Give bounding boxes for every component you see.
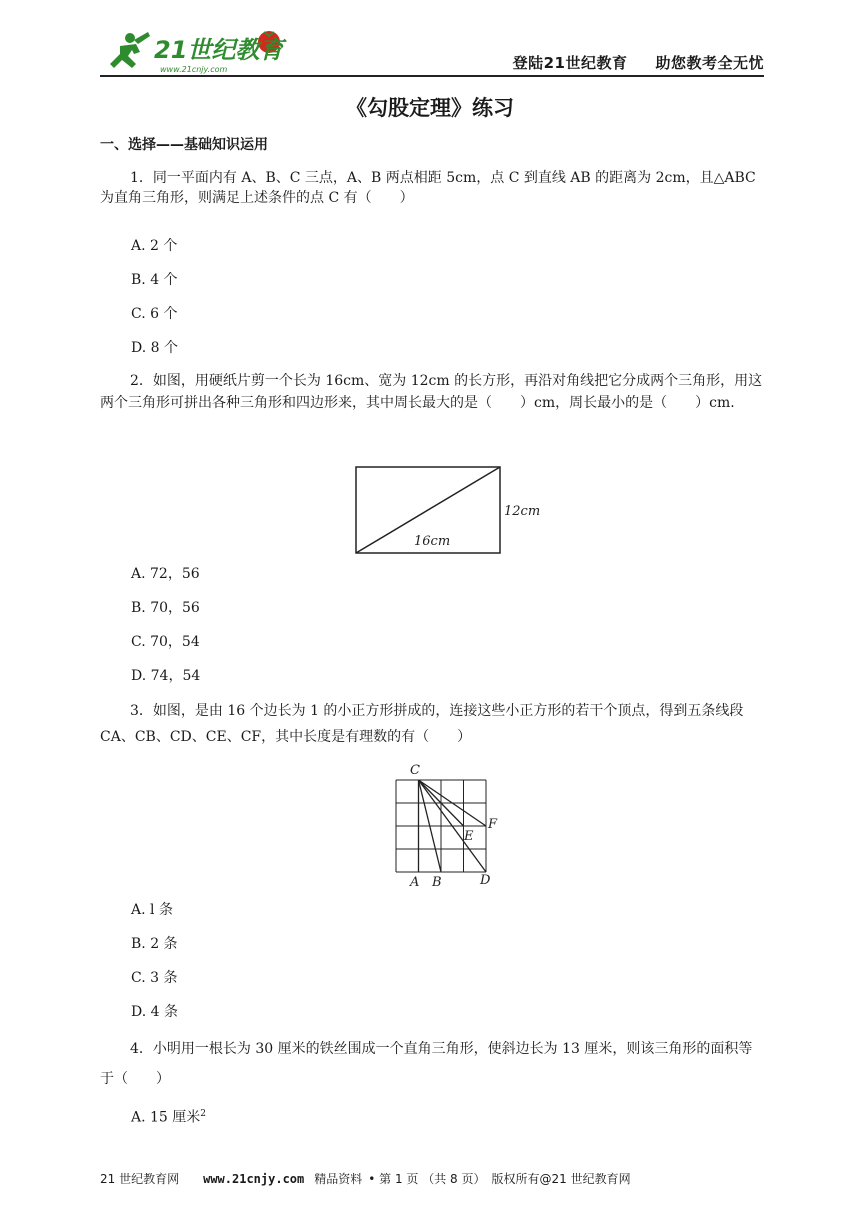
- label-b: B: [432, 875, 442, 890]
- grid-figure: [360, 760, 510, 890]
- footer-url[interactable]: www.21cnjy.com: [203, 1172, 305, 1186]
- q2-option-d: D. 74，54: [131, 668, 201, 684]
- slogan-right: 助您教考全无忧: [655, 54, 764, 72]
- q1-option-d: D. 8 个: [131, 340, 178, 356]
- q2-option-a: A. 72，56: [131, 566, 200, 582]
- page-header: [100, 28, 764, 78]
- width-label: 16cm: [414, 534, 451, 549]
- label-c: C: [410, 763, 420, 778]
- label-e: E: [464, 829, 474, 844]
- q1-option-c: C. 6 个: [131, 306, 178, 322]
- question-1-stem: 1．同一平面内有 A、B、C 三点，A、B 两点相距 5cm，点 C 到直线 AB 的距离为 2cm，且△ABC 为直角三角形，则满足上述条件的点 C 有（ ）: [100, 170, 756, 206]
- label-a: A: [410, 875, 420, 890]
- footer-site: 21 世纪教育网: [100, 1172, 180, 1186]
- q1-option-a: A. 2 个: [131, 238, 178, 254]
- q1-option-b: B. 4 个: [131, 272, 178, 288]
- section-heading: 一、选择——基础知识运用: [100, 137, 268, 153]
- rectangle-figure: [352, 463, 552, 557]
- height-label: 12cm: [504, 504, 541, 519]
- q4-option-a-sup: 2: [200, 1109, 207, 1119]
- page-footer: [100, 1170, 637, 1187]
- question-4-stem: 4．小明用一根长为 30 厘米的铁丝围成一个直角三角形，使斜边长为 13 厘米，则该三角形的面积等于（ ）: [100, 1041, 753, 1087]
- footer-copyright: 版权所有@21 世纪教育网: [491, 1172, 631, 1186]
- page-title: 《勾股定理》练习: [346, 96, 514, 120]
- footer-page-info: • 第 1 页 （共 8 页）: [368, 1172, 486, 1186]
- logo-text: 21世纪教育: [154, 36, 284, 64]
- question-3-stem: 3．如图，是由 16 个边长为 1 的小正方形拼成的，连接这些小正方形的若干个顶点，得到五条线段 CA、CB、CD、CE、CF，其中长度是有理数的有（ ）: [100, 703, 744, 745]
- q4-option-a: [131, 1104, 206, 1128]
- label-f: F: [488, 817, 498, 832]
- q3-option-d: D. 4 条: [131, 1004, 178, 1020]
- q2-option-b: B. 70，56: [131, 600, 200, 616]
- label-d: D: [480, 873, 491, 888]
- runner-icon: [110, 32, 150, 68]
- grid-lines: [396, 780, 486, 872]
- q2-option-c: C. 70，54: [131, 634, 200, 650]
- header-rule: [100, 75, 764, 77]
- header-slogan: [513, 52, 764, 73]
- slogan-left: 登陆21世纪教育: [512, 54, 628, 72]
- logo: [104, 28, 294, 76]
- question-2-stem: 2．如图，用硬纸片剪一个长为 16cm、宽为 12cm 的长方形，再沿对角线把它分成两个三角形，用这两个三角形可拼出各种三角形和四边形来，其中周长最大的是（ ）cm，周长最小的是（ ）cm.: [100, 373, 763, 411]
- q3-option-a: A. l 条: [131, 902, 173, 918]
- q3-option-b: B. 2 条: [131, 936, 178, 952]
- logo-url: www.21cnjy.com: [160, 65, 228, 74]
- q3-option-c: C. 3 条: [131, 970, 178, 986]
- q4-option-a-text: A. 15 厘米: [131, 1109, 201, 1126]
- footer-label: 精品资料: [314, 1172, 363, 1186]
